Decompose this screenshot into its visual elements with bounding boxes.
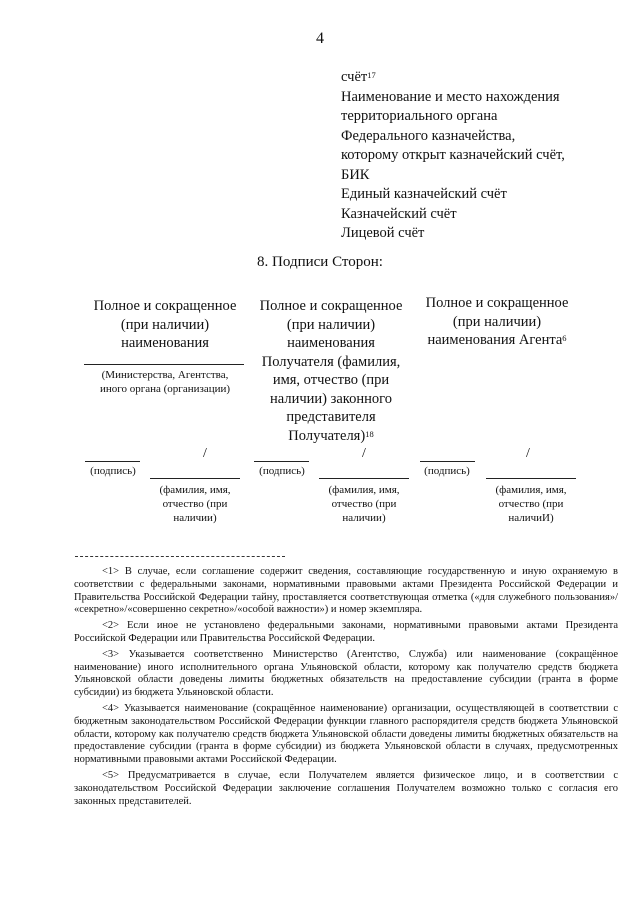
- footnote-3: <3> Указывается соответственно Министерство (Агентство, Служба) или наименование (сокращённое наименование) иного исполнительного органа Ульяновской области, которому как получателю средств бюджета Ульяновской области доведены лимиты бюджетных обязательств на предоставление субсидии (гранта в форме субсидии) из бюджета Ульяновской области.: [74, 648, 618, 699]
- footnote-separator: [75, 556, 285, 557]
- ministry-name-line: [84, 364, 244, 365]
- sig-slash-3: /: [526, 446, 530, 461]
- col2-line-1: Полное и сокращенное: [259, 298, 403, 314]
- single-treasury-account-label: Единый казначейский счёт: [341, 186, 507, 202]
- personal-account-label: Лицевой счёт: [341, 225, 425, 241]
- fio-caption-2-line-1: (фамилия, имя,: [328, 484, 400, 496]
- fio-line-3: [486, 478, 576, 479]
- signature-line-1: [85, 461, 140, 462]
- col3-line-1: Полное и сокращенное: [425, 295, 569, 311]
- col2-line-7: представителя: [286, 409, 376, 425]
- fio-caption-1-line-3: наличии): [173, 512, 217, 524]
- signature-caption-2: (подпись): [259, 465, 305, 477]
- col2-line-5: имя, отчество (при: [272, 372, 390, 388]
- col2-line-3: наименования: [287, 335, 375, 351]
- signature-col-agent: [412, 294, 582, 350]
- footnote-2: <2> Если иное не установлено федеральными законами, нормативными правовыми актами Президента Российской Федерации или Правительства Российской Федерации.: [74, 620, 618, 644]
- treasury-name-line-2: территориального органа: [341, 108, 498, 124]
- treasury-name-line-1: Наименование и место нахождения: [341, 88, 560, 105]
- bank-requisites-block: [341, 68, 565, 244]
- fio-caption-1-line-1: (фамилия, имя,: [159, 484, 231, 496]
- footnote-ref-6: 6: [562, 333, 567, 343]
- signature-col-ministry: [80, 297, 250, 353]
- ministry-caption-line-1: (Министерства, Агентства,: [101, 369, 229, 381]
- fio-caption-1: [145, 483, 245, 525]
- col1-line-2: (при наличии): [120, 316, 210, 333]
- col2-line-6: наличии) законного: [270, 390, 392, 407]
- sig-slash-1: /: [203, 446, 207, 461]
- col3-line-3: наименования Агента$^6$: [427, 332, 567, 348]
- fio-line-2: [319, 478, 409, 479]
- col2-line-8: Получателя)$^{18}$: [288, 427, 374, 444]
- signature-col-recipient: [250, 297, 412, 445]
- account-label: счёт$^{17}$: [341, 69, 376, 85]
- section-title: 8. Подписи Сторон:: [257, 254, 383, 270]
- fio-caption-1-line-2: отчество (при: [162, 498, 228, 510]
- footnotes: [74, 566, 618, 811]
- page-number: 4: [316, 30, 324, 47]
- col3-line-2: (при наличии): [452, 313, 542, 330]
- bik-label: БИК: [341, 166, 370, 183]
- fio-caption-3-line-3: наличиИ): [508, 512, 554, 524]
- fio-caption-3-line-2: отчество (при: [498, 498, 564, 510]
- fio-line-1: [150, 478, 240, 479]
- col1-line-3: наименования: [121, 335, 209, 351]
- sig-slash-2: /: [362, 446, 366, 461]
- footnote-5: <5> Предусматривается в случае, если Получателем является физическое лицо, и в соответствии с законодательством Российской Федерации заключение соглашения Получателем возможно только с согласия его законных представителей.: [74, 769, 618, 807]
- fio-caption-2: [314, 483, 414, 525]
- footnote-4: <4> Указывается наименование (сокращённое наименование) организации, осуществляющей в соответствии с бюджетным законодательством Российской Федерации функции главного распорядителя средств бюджета Ульяновской области, которому как получателю средств бюджета Ульяновской области доведены лимиты бюджетных обязательств на предоставление субсидии (гранта в форме субсидии) из бюджета Ульяновской области в случаях, предусмотренных нормативными правовыми актами Российской Федерации.: [74, 702, 618, 766]
- footnote-ref-18: 18: [365, 428, 374, 439]
- col2-line-4: Получателя (фамилия,: [261, 353, 401, 370]
- fio-caption-2-line-2: отчество (при: [331, 498, 397, 510]
- treasury-name-line-4: которому открыт казначейский счёт,: [341, 147, 565, 163]
- fio-caption-3-line-1: (фамилия, имя,: [495, 484, 567, 496]
- treasury-name-line-3: Федерального казначейства,: [341, 127, 516, 144]
- col1-line-1: Полное и сокращенное: [93, 298, 237, 314]
- ministry-caption-line-2: иного органа (организации): [99, 383, 231, 395]
- footnote-1: <1> В случае, если соглашение содержит сведения, составляющие государственную и иную охраняемую в соответствии с федеральными законами, нормативными правовыми актами Президента Российской Федерации и Правительства Российской Федерации тайну, проставляется соответствующая отметка («для служебного пользования»/ «секретно»/«совершенно секретно»/«особой важности») и номер экземпляра.: [74, 566, 618, 616]
- signature-caption-3: (подпись): [424, 465, 470, 477]
- col2-line-2: (при наличии): [286, 316, 376, 333]
- ministry-caption: [80, 368, 250, 396]
- signature-caption-1: (подпись): [90, 465, 136, 477]
- signature-line-3: [420, 461, 475, 462]
- signature-line-2: [254, 461, 309, 462]
- fio-caption-3: [481, 483, 581, 525]
- fio-caption-2-line-3: наличии): [342, 512, 386, 524]
- treasury-account-label: Казначейский счёт: [341, 205, 457, 222]
- footnote-ref-17: 17: [367, 70, 376, 80]
